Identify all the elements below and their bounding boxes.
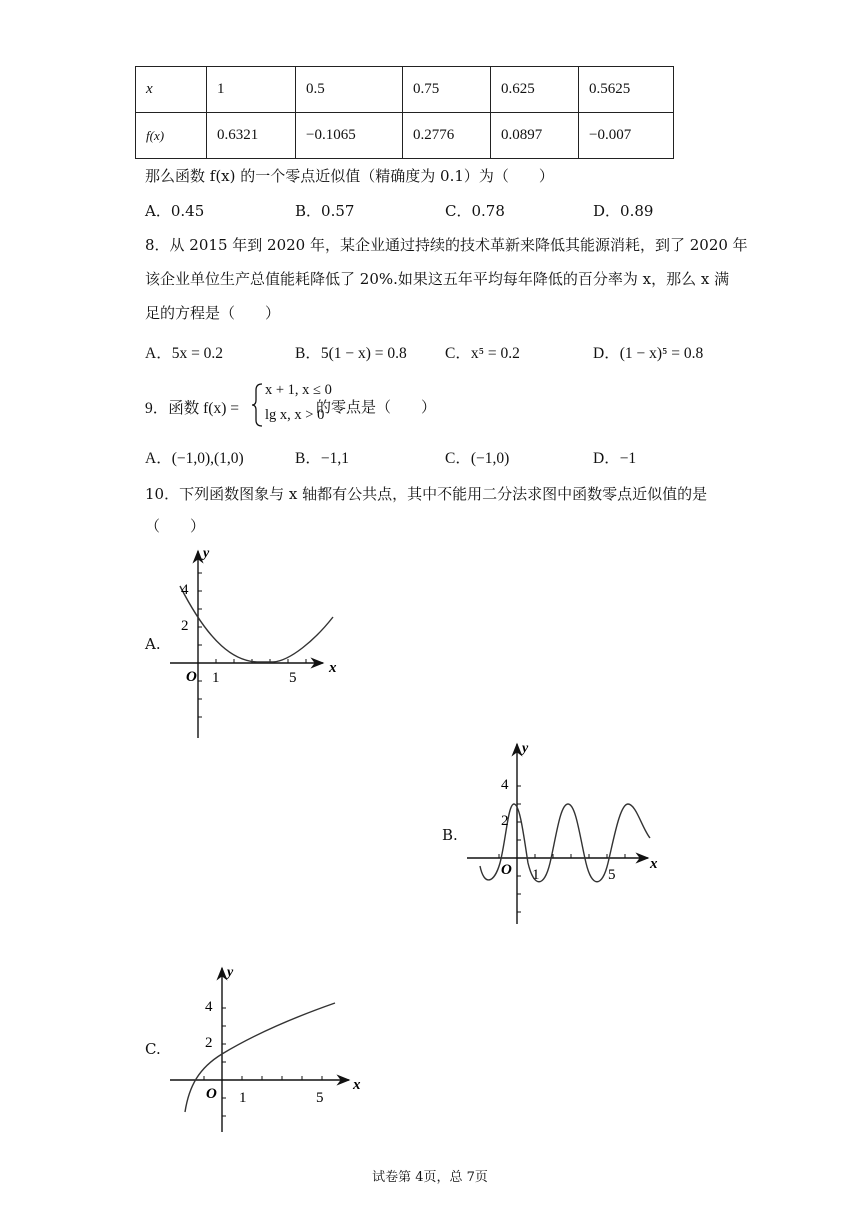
q8-line-1: 8．从 2015 年到 2020 年，某企业通过持续的技术革新来降低其能源消耗，到了 2020 年 — [145, 236, 748, 254]
graph-a-option-label: A. — [145, 635, 161, 653]
table-cell: −0.1065 — [296, 113, 403, 159]
q10-line-2: （ ） — [145, 517, 206, 535]
table-cell: 0.75 — [403, 67, 491, 113]
q7-stem: 那么函数 f(x) 的一个零点近似值（精确度为 0.1）为（ ） — [145, 167, 554, 185]
value-table — [135, 66, 674, 159]
x-tick-label: 5 — [608, 867, 616, 883]
graph-b-option-label: B. — [442, 826, 458, 844]
table-cell: 0.5625 — [579, 67, 674, 113]
table-row — [136, 67, 674, 113]
x-tick-label: 1 — [212, 670, 220, 686]
q9-suffix: 的零点是（ ） — [316, 398, 437, 416]
graph-a — [165, 545, 345, 745]
graph-b — [462, 738, 667, 928]
page-footer: 试卷第 4页，总 7页 — [372, 1170, 488, 1185]
q8-line-2: 该企业单位生产总值能耗降低了 20%.如果这五年平均每年降低的百分率为 x，那么 x 满 — [145, 270, 730, 288]
table-cell: −0.007 — [579, 113, 674, 159]
table-row-label: f(x) — [136, 113, 207, 159]
q9-case-1: x + 1, x ≤ 0 — [265, 382, 332, 398]
y-tick-label: 4 — [181, 582, 189, 598]
q8-line-3: 足的方程是（ ） — [145, 304, 281, 322]
y-tick-label: 4 — [205, 999, 213, 1015]
q7-option-a: A．0.45 — [145, 202, 205, 220]
y-axis-label: y — [522, 741, 529, 756]
origin-label: O — [186, 669, 197, 685]
q9-case-2: lg x, x > 0 — [265, 407, 325, 423]
q9-option-c: C．(−1,0) — [445, 450, 510, 467]
q8-option-c: C．x⁵ = 0.2 — [445, 345, 520, 362]
q9-option-d: D．−1 — [593, 450, 637, 467]
x-tick-label: 5 — [289, 670, 297, 686]
table-row — [136, 113, 674, 159]
q7-option-c: C．0.78 — [445, 202, 505, 220]
x-tick-label: 5 — [316, 1090, 324, 1106]
x-axis-label: x — [353, 1077, 361, 1093]
y-axis-label: y — [227, 965, 234, 980]
q9-option-b: B．−1,1 — [295, 450, 349, 467]
q7-option-d: D．0.89 — [593, 202, 654, 220]
q8-option-b: B．5(1 − x) = 0.8 — [295, 345, 407, 362]
origin-label: O — [206, 1086, 217, 1102]
table-cell: 0.0897 — [491, 113, 579, 159]
table-cell: 0.6321 — [207, 113, 296, 159]
x-tick-label: 1 — [532, 867, 540, 883]
q8-option-d: D．(1 − x)⁵ = 0.8 — [593, 345, 704, 362]
curve — [180, 586, 333, 662]
table-cell: 0.2776 — [403, 113, 491, 159]
table-row-label: x — [136, 67, 207, 113]
graph-c — [165, 962, 370, 1137]
y-tick-label: 2 — [501, 813, 509, 829]
y-tick-label: 2 — [181, 618, 189, 634]
q8-option-a: A．5x = 0.2 — [145, 345, 224, 362]
y-axis-label: y — [203, 546, 210, 561]
table-cell: 0.625 — [491, 67, 579, 113]
table-cell: 1 — [207, 67, 296, 113]
table-cell: 0.5 — [296, 67, 403, 113]
q9-prefix: 9．函数 f(x) = — [145, 400, 239, 417]
graph-c-option-label: C. — [145, 1040, 161, 1058]
y-tick-label: 4 — [501, 777, 509, 793]
x-axis-label: x — [650, 856, 658, 872]
x-axis-label: x — [329, 660, 337, 676]
x-tick-label: 1 — [239, 1090, 247, 1106]
q7-option-b: B．0.57 — [295, 202, 355, 220]
q9-option-a: A．(−1,0),(1,0) — [145, 450, 244, 467]
y-tick-label: 2 — [205, 1035, 213, 1051]
origin-label: O — [501, 862, 512, 878]
q10-line-1: 10．下列函数图象与 x 轴都有公共点，其中不能用二分法求图中函数零点近似值的是 — [145, 485, 708, 503]
piecewise-brace-icon — [250, 382, 264, 428]
